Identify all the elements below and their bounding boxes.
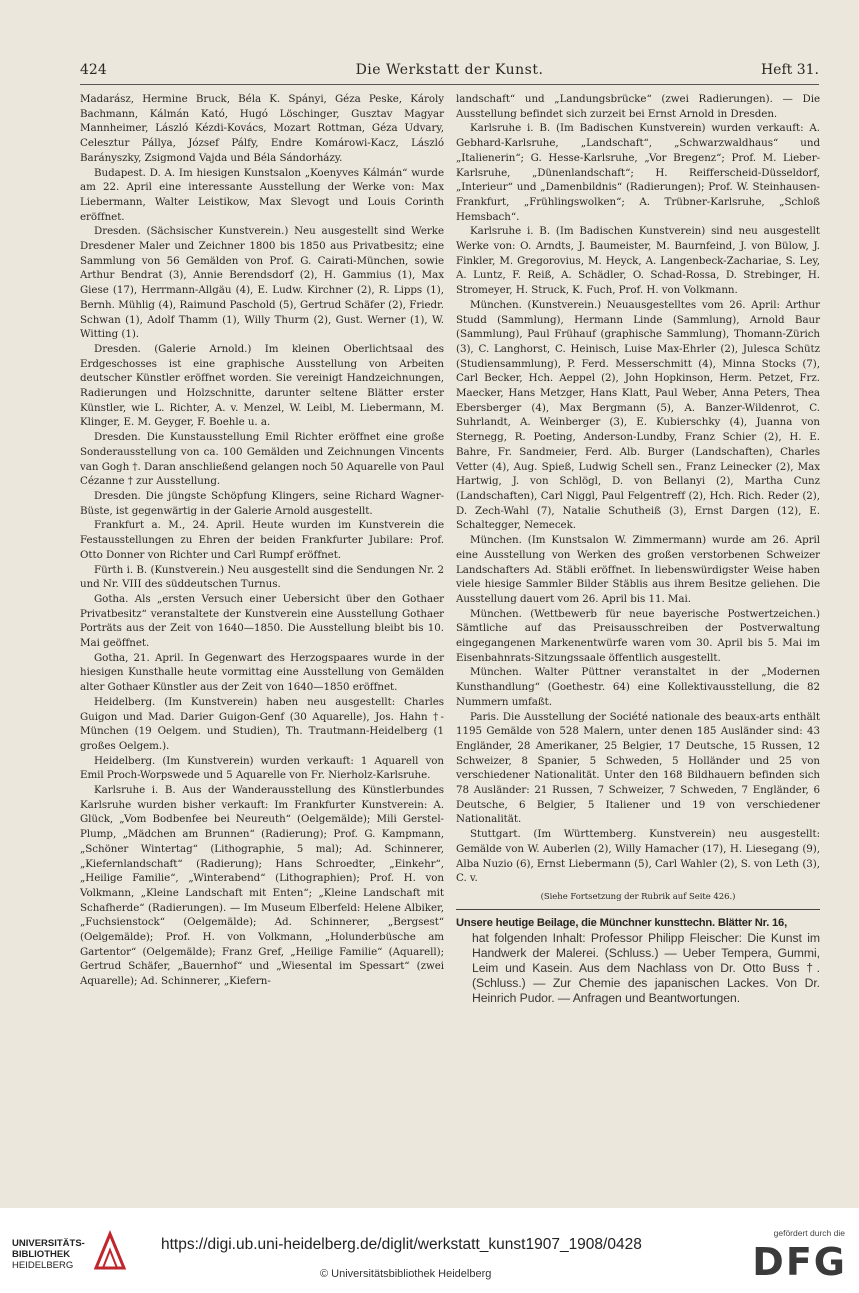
supplement-contents: hat folgenden Inhalt: Professor Philipp Fleischer: Die Kunst im Handwerk der Malerei. (Schluss.) — Ueber Tempera, Gummi, Leim und Kasein. Aus dem Nachlass von Dr. Otto Buss †. (Schluss.) — Zur Chemie des japanischen Lackes. Von Dr. Heinrich Pudor. — Anfragen und Beantwortungen. [472,930,820,1005]
paragraph: Budapest. D. A. Im hiesigen Kunstsalon „Koenyves Kálmán“ wurde am 22. April eine interessante Ausstellung der Werke von: Max Liebermann, Walter Leistikow, Max Slevogt und Louis Corinth eröffnet. [80,166,444,223]
paragraph: Dresden. Die Kunstausstellung Emil Richter eröffnet eine große Sonderausstellung von ca. 100 Gemälden und Zeichnungen Vincents van Gogh †. Daran anschließend gelangen noch 50 Aquarelle von Paul Cézanne † zur Ausstellung. [80,431,444,488]
paragraph: Heidelberg. (Im Kunstverein) haben neu ausgestellt: Charles Guigon und Mad. Darier Guigon-Genf (30 Aquarelle), Jos. Hahn †-München (19 Oelgem. und Studien), Th. Trautmann-Heidelberg (1 großes Oelgem.). [80,695,444,752]
paragraph: landschaft“ und „Landungsbrücke“ (zwei Radierungen). — Die Ausstellung befindet sich zurzeit bei Ernst Arnold in Dresden. [456,93,820,120]
paragraph: Karlsruhe i. B. (Im Badischen Kunstverein) wurden verkauft: A. Gebhard-Karlsruhe, „Landschaft“, „Schwarzwaldhaus“ und „Italienerin“; G. Hesse-Karlsruhe, „Vor Bregenz“; Prof. M. Lieber-Karlsruhe, „Dünenlandschaft“; H. Reifferscheid-Düsseldorf, „Interieur“ und „Damenbildnis“ (Radierungen); Prof. W. Steinhausen-Frankfurt, „Frühlingswolken“; A. Trübner-Karlsruhe, „Schloß Hemsbach“. [456,122,820,223]
funding-label: gefördert durch die [773,1228,845,1238]
library-logo-icon [92,1230,128,1272]
right-column [456,92,820,1006]
paragraph: München. Walter Püttner veranstaltet in der „Modernen Kunsthandlung“ (Goethestr. 64) eine Kollektivausstellung, die 82 Nummern umfaßt. [456,666,820,708]
paragraph: Fürth i. B. (Kunstverein.) Neu ausgestellt sind die Sendungen Nr. 2 und Nr. VIII des süddeutschen Turnus. [80,563,444,591]
paragraph: Madarász, Hermine Bruck, Béla K. Spányi, Géza Peske, Károly Bachmann, Kálmán Kató, Hugó Löschinger, Gusztav Magyar Mannheimer, László Kézdi-Kovács, Mozart Rottman, Géza Udvary, Celesztur Pállya, József Pálfy, Endre Komárowi-Kacz, László Barányszky, Zsigmond Vajda und Béla Sándorházy. [80,93,444,164]
library-line: BIBLIOTHEK [12,1249,71,1260]
paragraph: München. (Wettbewerb für neue bayerische Postwertzeichen.) Sämtliche auf das Preisausschreiben der Postverwaltung eingegangenen Markenentwürfe waren vom 30. April bis 5. Mai im Eisenbahnrats-Sitzungssaale öffentlich ausgestellt. [456,607,820,664]
paragraph: Heidelberg. (Im Kunstverein) wurden verkauft: 1 Aquarell von Emil Proch-Worpswede und 5 Aquarelle von Fr. Nierholz-Karlsruhe. [80,754,444,782]
library-name [12,1238,85,1271]
paragraph: Dresden. Die jüngste Schöpfung Klingers, seine Richard Wagner-Büste, ist gegenwärtig in der Galerie Arnold ausgestellt. [80,489,444,517]
dfg-logo: DFG [752,1240,847,1284]
paragraph: München. (Im Kunstsalon W. Zimmermann) wurde am 26. April eine Ausstellung von Werken des großen verstorbenen Schweizer Landschafters Ad. Stäbli eröffnet. In liebenswürdigster Weise haben viele hiesige Sammler Bilder Stäblis aus ihrem Besitze geliehen. Die Ausstellung dauert vom 26. April bis 11. Mai. [456,534,820,605]
page-header [80,62,819,84]
paragraph: Paris. Die Ausstellung der Société nationale des beaux-arts enthält 1195 Gemälde von 528 Malern, unter denen 185 Ausländer sind: 43 Engländer, 28 Amerikaner, 25 Belgier, 17 Deutsche, 15 Russen, 12 Schweizer, 8 Spanier, 5 Schweden, 5 Holländer und 25 von verschiedener Nationalität. Unter den 168 Bildhauern befinden sich 78 Ausländer: 21 Russen, 7 Schweizer, 7 Schweden, 7 Engländer, 6 Deutsche, 6 Belgier, 5 Italiener und 19 von verschiedener Nationalität. [456,710,820,826]
library-line: UNIVERSITÄTS- [12,1238,85,1249]
page-number: 424 [80,62,107,78]
header-rule [80,84,819,85]
viewer-footer [0,1208,859,1293]
paragraph: Stuttgart. (Im Württemberg. Kunstverein) neu ausgestellt: Gemälde von W. Auberlen (2), Willy Hamacher (17), H. Liesegang (9), Alba Nuzio (6), Ernst Liebermann (5), Carl Wahler (2), S. von Leth (3), C. v. [456,828,820,885]
paragraph: Karlsruhe i. B. (Im Badischen Kunstverein) sind neu ausgestellt Werke von: O. Arndts, J. Baumeister, M. Baurnfeind, J. von Bülow, J. Finkler, M. Gregorovius, M. Heyck, A. Langenbeck-Zachariae, S. Ley, A. Luntz, F. Reiß, A. Schädler, O. Schad-Rossa, D. Strebinger, H. Stromeyer, H. Struck, K. Fuch, Prof. H. von Volkmann. [456,225,820,297]
paragraph: Gotha, 21. April. In Gegenwart des Herzogspaares wurde in der hiesigen Kunsthalle heute vormittag eine Ausstellung von Gemälden alter Gothaer Künstler aus der Zeit von 1640—1850 eröffnet. [80,651,444,694]
section-divider [456,909,820,910]
paragraph: München. (Kunstverein.) Neuausgestelltes vom 26. April: Arthur Studd (Sammlung), Hermann Linde (Sammlung), Arnold Baur (Sammlung), Paul Frühauf (graphische Sammlung), Thomann-Zürich (3), C. Langhorst, C. Heinisch, Luise Max-Ehrler (2), Julesca Schütz (Studiensammlung), P. Ferd. Messerschmitt (4), Minna Stocks (7), Carl Becker, Hch. Aeppel (2), John Hopkinson, Herm. Petzet, Frz. Maecker, Hans Metzger, Hans Klatt, Paul Weber, Anna Peters, Thea Ebersberger (4), Max Bergmann (5), A. Banzer-Wildenrot, C. Suhrlandt, A. Weinberger (3), E. Kubierschky (4), Juanna von Sternegg, R. Poeting, Anderson-Lundby, Franz Schier (2), H. E. Bahre, Fr. Sandmeier, Ferd. Alb. Burger (Landschaften), Charles Vetter (4), Aug. Spieß, Ludwig Schell sen., Franz Leinecker (2), Max Hartwig, J. von Schlögl, D. von Bellanyi (2), Martha Cunz (Landschaften), Carl Niggl, Paul Felgentreff (2), Hch. Rich. Reder (2), D. Zech-Wahl (7), Natalie Schutheiß (3), Ernst Dargen (12), E. Schaltegger, Nemecek. [456,298,820,532]
journal-title: Die Werkstatt der Kunst. [355,62,544,78]
left-column [80,92,444,989]
paragraph: Dresden. (Sächsischer Kunstverein.) Neu ausgestellt sind Werke Dresdener Maler und Zeichner 1800 bis 1850 aus Privatbesitz; eine Sammlung von 56 Gemälden von Prof. G. Cairati-München, sowie Arthur Bendrat (3), Annie Berendsdorf (2), H. Gammius (1), Max Giese (17), Herrmann-Allgäu (4), E. Ludw. Kirchner (2), R. Lipps (1), Bernh. Mühlig (4), Raimund Paschold (5), Gertrud Schäfer (2), Friedr. Schwan (1), Adolf Thamm (1), Willy Thurm (2), Gust. Werner (1), W. Witting (1). [80,225,444,341]
paragraph: Dresden. (Galerie Arnold.) Im kleinen Oberlichtsaal des Erdgeschosses ist eine graphische Ausstellung von Arbeiten deutscher Künstler eröffnet worden. Sie vereinigt Handzeichnungen, Radierungen und Holzschnitte, darunter seltene Blätter erster Künstler, wie L. Richter, A. v. Menzel, W. Leibl, M. Liebermann, M. Klinger, E. M. Geyger, F. Boehle u. a. [80,342,444,429]
continuation-note: (Siehe Fortsetzung der Rubrik auf Seite 426.) [540,891,736,902]
issue-label: Heft 31. [760,62,819,78]
copyright-notice: © Universitätsbibliothek Heidelberg [320,1268,492,1280]
paragraph: Gotha. Als „ersten Versuch einer Uebersicht über den Gothaer Privatbesitz“ veranstaltete der Kunstverein eine Ausstellung Gothaer Porträts aus der Zeit von 1640—1850. Die Ausstellung bleibt bis 10. Mai geöffnet. [80,592,444,650]
supplement-heading: Unsere heutige Beilage, die Münchner kunsttechn. Blätter Nr. 16, [456,916,787,929]
library-line: HEIDELBERG [12,1260,74,1271]
permalink-url[interactable]: https://digi.ub.uni-heidelberg.de/diglit/werkstatt_kunst1907_1908/0428 [161,1236,642,1253]
paragraph: Frankfurt a. M., 24. April. Heute wurden im Kunstverein die Festausstellungen zu Ehren der beiden Frankfurter Jubilare: Prof. Otto Donner von Richter und Carl Rumpf eröffnet. [80,519,444,561]
paragraph: Karlsruhe i. B. Aus der Wanderausstellung des Künstlerbundes Karlsruhe wurden bisher verkauft: Im Frankfurter Kunstverein: A. Glück, „Vom Bodbenfee bei Neureuth“ (Oelgemälde); Mili Gerstel-Plump, „Mädchen am Brunnen“ (Radierung); Prof. G. Kampmann, „Schöner Wintertag“ (Lithographie, 5 mal); Ad. Schinnerer, „Kiefernlandschaft“ (Radierung); Hans Schroedter, „Einkehr“, „Heilige Familie“, „Winterabend“ (Lithographien); Prof. H. von Volkmann, „Kleine Landschaft mit Enten“; „Kleine Landschaft mit Schafherde“ (Radierungen). — Im Museum Elberfeld: Helene Albiker, „Fuchsienstock“ (Oelgemälde); Ad. Schinnerer, „Bergsest“ (Oelgemälde); Prof. H. von Volkmann, „Holunderbüsche am Gartentor“ (Oelgemälde); Franz Gref, „Heilige Familie“ (Aquarell); Gertrud Schäfer, „Bauernhof“ und „Wiesental im Spessart“ (zwei Aquarelle); Ad. Schinnerer, „Kiefern- [80,784,444,988]
